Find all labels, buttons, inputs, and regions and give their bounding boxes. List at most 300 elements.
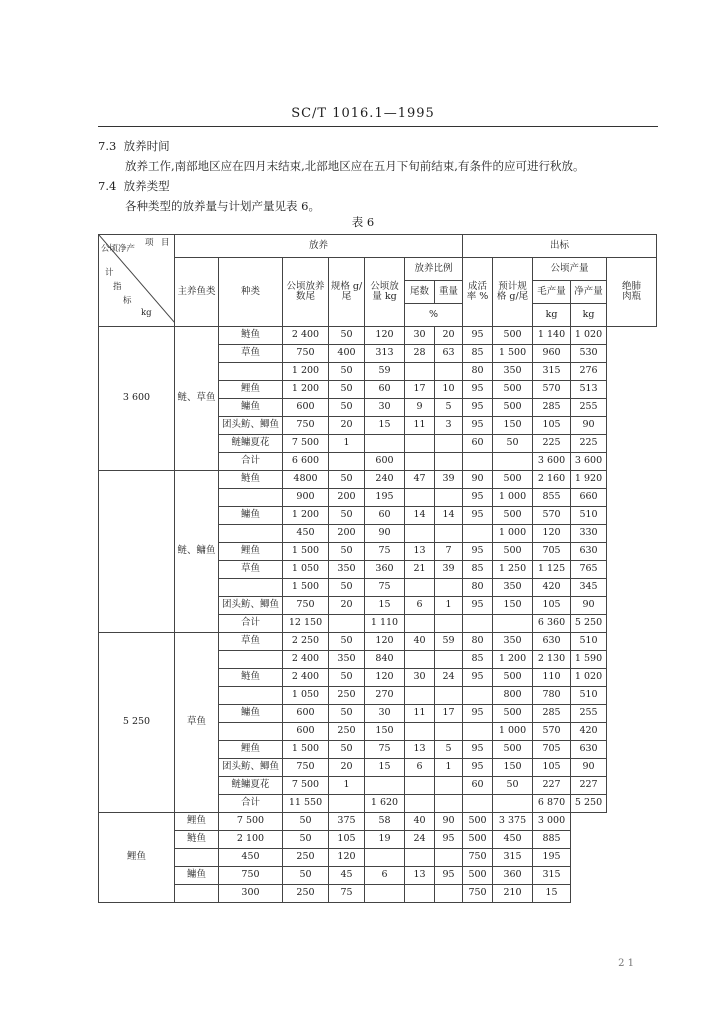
value-cell: 95 [463, 669, 493, 687]
value-cell [405, 777, 435, 795]
value-cell: 750 [463, 885, 493, 903]
value-cell: 315 [533, 363, 571, 381]
value-cell: 120 [533, 525, 571, 543]
species-cell: 鲢鱼 [219, 327, 283, 345]
value-cell: 7 500 [219, 813, 283, 831]
value-cell: 50 [283, 813, 329, 831]
value-cell [405, 615, 435, 633]
value-cell [405, 795, 435, 813]
ratio-num-header: 尾数 [405, 281, 435, 304]
value-cell: 50 [329, 381, 365, 399]
diag-label: 指 [113, 282, 122, 292]
spec-header: 规格 g/尾 [329, 258, 365, 327]
diag-label: kg [141, 308, 152, 318]
value-cell: 1 590 [571, 651, 607, 669]
value-cell: 885 [533, 831, 571, 849]
value-cell: 360 [365, 561, 405, 579]
value-cell: 15 [533, 885, 571, 903]
value-cell: 20 [329, 759, 365, 777]
species-cell: 草鱼 [219, 633, 283, 651]
value-cell: 120 [365, 327, 405, 345]
value-cell: 90 [435, 813, 463, 831]
value-cell: 50 [329, 327, 365, 345]
species-cell [175, 849, 219, 867]
value-cell: 150 [493, 597, 533, 615]
value-cell: 6 600 [283, 453, 329, 471]
value-cell [435, 687, 463, 705]
value-cell: 50 [493, 777, 533, 795]
species-cell [219, 579, 283, 597]
value-cell: 21 [405, 561, 435, 579]
table-row [99, 849, 657, 867]
species-cell: 鲤鱼 [219, 543, 283, 561]
value-cell: 2 400 [283, 669, 329, 687]
value-cell: 6 [405, 597, 435, 615]
value-cell: 5 250 [571, 615, 607, 633]
value-cell [405, 723, 435, 741]
gross-yield-header: 毛产量 [533, 281, 571, 304]
value-cell: 80 [463, 633, 493, 651]
value-cell: 1 [329, 777, 365, 795]
value-cell: 60 [463, 777, 493, 795]
value-cell: 50 [329, 741, 365, 759]
stocking-header: 放养 [175, 235, 463, 258]
value-cell: 50 [329, 543, 365, 561]
value-cell: 510 [571, 507, 607, 525]
value-cell: 350 [493, 363, 533, 381]
main-fish: 鲢、草鱼 [175, 327, 219, 471]
species-cell: 团头鲂、鲫鱼 [219, 759, 283, 777]
table-row [99, 471, 657, 489]
value-cell: 2 400 [283, 651, 329, 669]
survival-header: 成活率 % [463, 258, 493, 327]
value-cell: 95 [463, 543, 493, 561]
value-cell: 1 020 [571, 669, 607, 687]
net-yield-target: 3 600 [99, 327, 175, 471]
group-c [99, 633, 657, 813]
value-cell [329, 453, 365, 471]
species-cell: 鲢鱼 [219, 669, 283, 687]
value-cell: 105 [533, 597, 571, 615]
value-cell: 570 [533, 507, 571, 525]
value-cell: 80 [463, 579, 493, 597]
value-cell: 95 [463, 381, 493, 399]
value-cell: 255 [571, 705, 607, 723]
value-cell: 1 050 [283, 561, 329, 579]
value-cell: 765 [571, 561, 607, 579]
value-cell: 50 [329, 669, 365, 687]
value-cell: 350 [329, 561, 365, 579]
value-cell: 95 [435, 831, 463, 849]
ha-weight-header: 公顷放量 kg [365, 258, 405, 327]
value-cell: 45 [329, 867, 365, 885]
value-cell [493, 453, 533, 471]
value-cell [405, 579, 435, 597]
value-cell [365, 435, 405, 453]
value-cell [435, 651, 463, 669]
species-cell: 鲢鱼 [175, 831, 219, 849]
value-cell: 530 [571, 345, 607, 363]
group-a [99, 327, 657, 471]
value-cell: 2 400 [283, 327, 329, 345]
value-cell: 30 [405, 669, 435, 687]
value-cell: 2 160 [533, 471, 571, 489]
value-cell [405, 453, 435, 471]
value-cell [365, 849, 405, 867]
value-cell [463, 615, 493, 633]
net-yield-header: 净产量 [571, 281, 607, 304]
value-cell [463, 795, 493, 813]
value-cell: 7 [435, 543, 463, 561]
value-cell [435, 525, 463, 543]
value-cell [435, 777, 463, 795]
value-cell: 90 [571, 759, 607, 777]
value-cell: 59 [365, 363, 405, 381]
value-cell [405, 687, 435, 705]
value-cell: 20 [329, 417, 365, 435]
value-cell: 1 140 [533, 327, 571, 345]
value-cell [329, 615, 365, 633]
value-cell: 500 [493, 399, 533, 417]
species-cell [219, 363, 283, 381]
value-cell: 750 [283, 759, 329, 777]
value-cell: 12 150 [283, 615, 329, 633]
value-cell: 75 [365, 741, 405, 759]
value-cell: 95 [463, 327, 493, 345]
group-b [99, 471, 657, 633]
value-cell [435, 363, 463, 381]
value-cell: 350 [493, 633, 533, 651]
value-cell: 15 [365, 759, 405, 777]
value-cell [435, 615, 463, 633]
value-cell: 1 000 [493, 525, 533, 543]
value-cell: 1 500 [283, 741, 329, 759]
value-cell: 47 [405, 471, 435, 489]
value-cell: 200 [329, 489, 365, 507]
species-cell [219, 525, 283, 543]
value-cell: 210 [493, 885, 533, 903]
value-cell: 85 [463, 561, 493, 579]
value-cell: 3 600 [533, 453, 571, 471]
value-cell [435, 723, 463, 741]
value-cell: 600 [365, 453, 405, 471]
value-cell: 50 [329, 399, 365, 417]
value-cell: 30 [405, 327, 435, 345]
value-cell: 375 [329, 813, 365, 831]
value-cell: 6 870 [533, 795, 571, 813]
value-cell: 7 500 [283, 777, 329, 795]
value-cell: 11 [405, 417, 435, 435]
grade-header [607, 258, 657, 327]
value-cell: 855 [533, 489, 571, 507]
value-cell: 345 [571, 579, 607, 597]
yield-header: 公顷产量 [533, 258, 607, 281]
value-cell: 255 [571, 399, 607, 417]
target-spec-header: 预计规格 g/尾 [493, 258, 533, 327]
value-cell: 1 920 [571, 471, 607, 489]
section-7-3-heading [98, 138, 170, 154]
value-cell: 58 [365, 813, 405, 831]
value-cell: 630 [571, 543, 607, 561]
value-cell: 960 [533, 345, 571, 363]
value-cell [463, 453, 493, 471]
value-cell: 240 [365, 471, 405, 489]
value-cell: 6 [365, 867, 405, 885]
grade-line-2: 肉瓶 [622, 291, 642, 302]
value-cell: 2 250 [283, 633, 329, 651]
diag-label: 项 [145, 238, 154, 248]
value-cell: 50 [329, 579, 365, 597]
value-cell: 2 130 [533, 651, 571, 669]
main-fish: 草鱼 [175, 633, 219, 813]
value-cell: 1 500 [493, 345, 533, 363]
value-cell [493, 615, 533, 633]
value-cell: 5 [435, 741, 463, 759]
value-cell: 150 [493, 759, 533, 777]
main-fish: 鲤鱼 [99, 813, 175, 903]
per-ha-header: 公顷放养数尾 [283, 258, 329, 327]
value-cell: 13 [405, 543, 435, 561]
value-cell: 50 [329, 363, 365, 381]
value-cell [435, 579, 463, 597]
species-cell: 鳙鱼 [175, 867, 219, 885]
value-cell: 350 [329, 651, 365, 669]
value-cell [405, 885, 435, 903]
value-cell: 90 [365, 525, 405, 543]
value-cell [435, 849, 463, 867]
value-cell: 59 [435, 633, 463, 651]
value-cell: 90 [463, 471, 493, 489]
species-cell: 鲢鱼 [219, 471, 283, 489]
value-cell: 5 250 [571, 795, 607, 813]
value-cell: 60 [463, 435, 493, 453]
value-cell: 50 [329, 633, 365, 651]
value-cell: 120 [365, 669, 405, 687]
value-cell: 510 [571, 633, 607, 651]
value-cell [405, 435, 435, 453]
value-cell: 500 [493, 705, 533, 723]
value-cell: 120 [365, 633, 405, 651]
net-yield-target [99, 471, 175, 633]
value-cell: 1 200 [283, 363, 329, 381]
value-cell: 570 [533, 723, 571, 741]
value-cell: 60 [365, 381, 405, 399]
value-cell: 600 [283, 399, 329, 417]
value-cell: 1 050 [283, 687, 329, 705]
value-cell: 900 [283, 489, 329, 507]
section-number: 7.4 [98, 179, 117, 193]
ratio-weight-header: 重量 [435, 281, 463, 304]
value-cell [365, 777, 405, 795]
value-cell: 90 [571, 417, 607, 435]
value-cell: 50 [329, 507, 365, 525]
species-cell [219, 723, 283, 741]
table-row [99, 885, 657, 903]
value-cell: 75 [365, 543, 405, 561]
value-cell: 13 [405, 741, 435, 759]
value-cell: 95 [463, 399, 493, 417]
value-cell [405, 525, 435, 543]
value-cell: 1 [435, 597, 463, 615]
value-cell: 500 [493, 327, 533, 345]
value-cell: 75 [329, 885, 365, 903]
value-cell: 40 [405, 633, 435, 651]
value-cell: 500 [463, 813, 493, 831]
value-cell: 40 [405, 813, 435, 831]
value-cell: 1 [435, 759, 463, 777]
value-cell: 195 [533, 849, 571, 867]
value-cell: 15 [365, 597, 405, 615]
value-cell: 50 [329, 705, 365, 723]
value-cell [463, 525, 493, 543]
value-cell: 1 200 [283, 507, 329, 525]
value-cell: 110 [533, 669, 571, 687]
value-cell: 30 [365, 399, 405, 417]
diag-label: 标 [123, 296, 132, 306]
value-cell: 250 [283, 849, 329, 867]
value-cell: 4800 [283, 471, 329, 489]
value-cell: 500 [493, 381, 533, 399]
table-row [99, 633, 657, 651]
value-cell: 13 [405, 867, 435, 885]
species-cell: 鲤鱼 [219, 381, 283, 399]
value-cell: 17 [435, 705, 463, 723]
value-cell [493, 795, 533, 813]
value-cell [463, 687, 493, 705]
species-cell [219, 687, 283, 705]
value-cell: 300 [219, 885, 283, 903]
main-fish-header: 主养鱼类 [175, 258, 219, 327]
value-cell: 1 125 [533, 561, 571, 579]
value-cell: 400 [329, 345, 365, 363]
value-cell: 5 [435, 399, 463, 417]
value-cell: 85 [463, 345, 493, 363]
value-cell [435, 435, 463, 453]
value-cell: 75 [365, 579, 405, 597]
value-cell: 39 [435, 471, 463, 489]
species-cell: 草鱼 [219, 345, 283, 363]
table-header [99, 235, 657, 327]
value-cell [329, 795, 365, 813]
species-cell [219, 489, 283, 507]
value-cell: 570 [533, 381, 571, 399]
section-title: 放养时间 [123, 139, 170, 153]
value-cell: 1 620 [365, 795, 405, 813]
value-cell: 450 [283, 525, 329, 543]
value-cell: 95 [463, 597, 493, 615]
header-rule [98, 126, 658, 127]
section-number: 7.3 [98, 139, 117, 153]
value-cell [435, 795, 463, 813]
value-cell: 80 [463, 363, 493, 381]
value-cell: 705 [533, 543, 571, 561]
species-cell [175, 885, 219, 903]
value-cell: 11 550 [283, 795, 329, 813]
value-cell: 420 [533, 579, 571, 597]
section-7-4-body: 各种类型的放养量与计划产量见表 6。 [125, 199, 320, 213]
value-cell: 250 [283, 885, 329, 903]
value-cell: 3 600 [571, 453, 607, 471]
value-cell: 630 [533, 633, 571, 651]
value-cell: 780 [533, 687, 571, 705]
value-cell: 95 [463, 417, 493, 435]
value-cell [405, 651, 435, 669]
value-cell: 50 [493, 435, 533, 453]
value-cell: 1 200 [493, 651, 533, 669]
net-yield-target: 5 250 [99, 633, 175, 813]
value-cell: 1 020 [571, 327, 607, 345]
value-cell: 28 [405, 345, 435, 363]
value-cell: 225 [571, 435, 607, 453]
value-cell: 1 250 [493, 561, 533, 579]
section-title: 放养类型 [123, 179, 170, 193]
value-cell: 800 [493, 687, 533, 705]
value-cell: 1 200 [283, 381, 329, 399]
value-cell [435, 489, 463, 507]
value-cell: 315 [493, 849, 533, 867]
table-row [99, 327, 657, 345]
value-cell: 330 [571, 525, 607, 543]
value-cell: 7 500 [283, 435, 329, 453]
species-cell: 鲤鱼 [175, 813, 219, 831]
table-row [99, 813, 657, 831]
value-cell: 105 [533, 759, 571, 777]
gross-unit: kg [533, 304, 571, 327]
value-cell: 30 [365, 705, 405, 723]
value-cell: 1 000 [493, 489, 533, 507]
species-cell: 团头鲂、鲫鱼 [219, 597, 283, 615]
value-cell: 315 [533, 867, 571, 885]
species-cell: 鲢鳙夏花 [219, 435, 283, 453]
value-cell: 11 [405, 705, 435, 723]
value-cell: 270 [365, 687, 405, 705]
value-cell: 276 [571, 363, 607, 381]
species-cell: 合计 [219, 795, 283, 813]
value-cell: 750 [283, 417, 329, 435]
value-cell: 195 [365, 489, 405, 507]
value-cell: 420 [571, 723, 607, 741]
value-cell: 500 [493, 471, 533, 489]
value-cell [435, 885, 463, 903]
value-cell: 360 [493, 867, 533, 885]
value-cell: 225 [533, 435, 571, 453]
harvest-header: 出标 [463, 235, 657, 258]
value-cell: 50 [283, 831, 329, 849]
value-cell: 630 [571, 741, 607, 759]
value-cell: 85 [463, 651, 493, 669]
value-cell [405, 363, 435, 381]
value-cell: 39 [435, 561, 463, 579]
page-number: 2 1 [618, 958, 634, 969]
value-cell: 600 [283, 705, 329, 723]
value-cell: 1 110 [365, 615, 405, 633]
value-cell: 3 [435, 417, 463, 435]
value-cell: 9 [405, 399, 435, 417]
species-cell: 团头鲂、鲫鱼 [219, 417, 283, 435]
value-cell: 450 [493, 831, 533, 849]
value-cell: 750 [283, 345, 329, 363]
value-cell: 105 [533, 417, 571, 435]
species-cell: 鳙鱼 [219, 705, 283, 723]
value-cell: 1 500 [283, 579, 329, 597]
species-cell: 草鱼 [219, 561, 283, 579]
value-cell: 500 [463, 867, 493, 885]
grade-line-1: 绝肺 [622, 280, 642, 292]
value-cell: 513 [571, 381, 607, 399]
value-cell: 63 [435, 345, 463, 363]
species-cell: 鳙鱼 [219, 507, 283, 525]
value-cell: 750 [283, 597, 329, 615]
